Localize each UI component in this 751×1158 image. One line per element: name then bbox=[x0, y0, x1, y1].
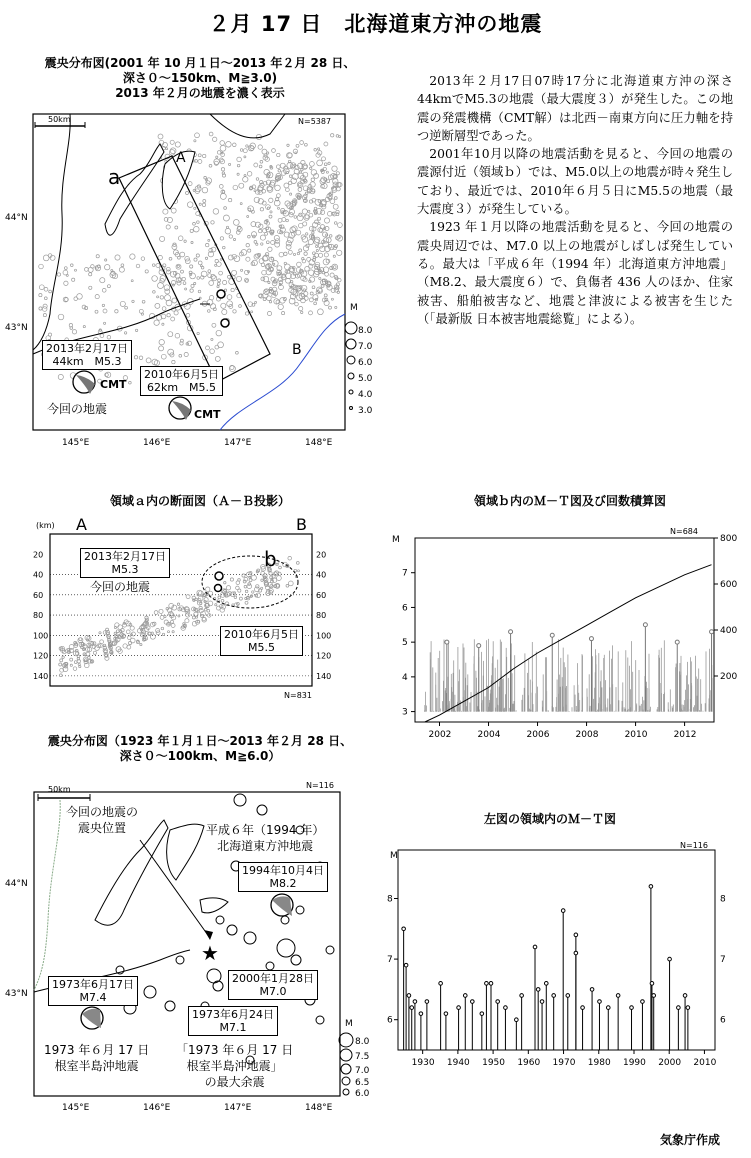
mt2-point bbox=[463, 994, 467, 998]
section-point-a: A bbox=[76, 515, 87, 534]
map2-panel bbox=[0, 770, 395, 1130]
map2-caption-line1: 震央分布図（1923 年１月１日～2013 年２月 28 日、 bbox=[47, 734, 353, 748]
mt1-point bbox=[589, 637, 593, 641]
mt2-point bbox=[407, 994, 411, 998]
section-note: 今回の地震 bbox=[90, 580, 151, 594]
description-para-1: 2013年２月17日07時17分に北海道東方沖の深さ44kmでM5.3の地震（最大震度３）が発生した。この地震の発震機構（CMT解）は北西－南東方向に圧力軸を持つ逆断層型であった。 bbox=[417, 74, 733, 143]
mt2-point bbox=[419, 1012, 423, 1016]
mt1-ytick-label: 4 bbox=[402, 672, 408, 683]
mt2-point bbox=[489, 982, 493, 986]
mt2-point bbox=[504, 1006, 508, 1010]
section-point-b: B bbox=[296, 515, 307, 534]
map1-lat-43: 43°N bbox=[5, 323, 28, 333]
section-depth-right: 140 bbox=[316, 671, 332, 681]
mt1-ylabel: M bbox=[392, 535, 400, 545]
map2-star-icon: ★ bbox=[201, 941, 219, 965]
mt2-point bbox=[686, 1006, 690, 1010]
map2-scale-label: 50km bbox=[48, 785, 71, 794]
map1-lon-148: 148°E bbox=[305, 438, 333, 448]
section-depth-right: 20 bbox=[316, 550, 327, 560]
mt2-point bbox=[630, 1006, 634, 1010]
mt2-point bbox=[457, 1006, 461, 1010]
mt2-xtick-label: 1980 bbox=[587, 1058, 611, 1068]
mt2-point bbox=[471, 1000, 475, 1004]
mt2-xtick-label: 2000 bbox=[658, 1058, 682, 1068]
mt1-ytick-label: 7 bbox=[402, 568, 408, 579]
map1-lat-44: 44°N bbox=[5, 213, 28, 223]
map2-mag-6: 6.0 bbox=[355, 1089, 370, 1099]
description-para-2: 2001年10月以降の地震活動を見ると、今回の地震の震源付近（領域ｂ）では、M5.0以上の地震が時々発生しており、最近では、2010年６月５日にM5.5の地震（最大震度３）が発生している。 bbox=[417, 147, 733, 217]
map2-mag-7: 7.0 bbox=[355, 1066, 370, 1076]
mt1-xtick-label: 2002 bbox=[428, 730, 452, 740]
mt1-y2tick-label: 200 bbox=[720, 672, 738, 682]
section-caption: 領域ａ内の断面図（Ａ－Ｂ投影） bbox=[109, 494, 290, 508]
mt2-point bbox=[574, 933, 578, 937]
mt2-point bbox=[402, 927, 406, 931]
map1-eq-2013 bbox=[217, 290, 225, 298]
map2-cmt-1994-beachball-icon bbox=[271, 894, 293, 916]
mt2-count: N=116 bbox=[680, 841, 708, 850]
section-panel bbox=[30, 512, 350, 700]
map1-note: 今回の地震 bbox=[47, 402, 108, 416]
mt2-point bbox=[552, 994, 556, 998]
map1-scale-label: 50km bbox=[48, 115, 71, 124]
mt1-point bbox=[675, 640, 679, 644]
map1-region-a-label: a bbox=[108, 165, 121, 189]
map1-caption-line2: 深さ０～150km、M≧3.0) bbox=[122, 71, 278, 85]
map2-lat-44: 44°N bbox=[5, 879, 28, 889]
mt1-panel bbox=[380, 524, 750, 764]
mt2-point bbox=[581, 1006, 585, 1010]
section-depth-left: 140 bbox=[33, 671, 49, 681]
section-depth-right: 100 bbox=[316, 631, 332, 641]
map1-eq2-label: 2010年6月5日 62km M5.5 bbox=[140, 366, 223, 396]
map1-mag-8: 8.0 bbox=[358, 326, 373, 336]
mt1-point bbox=[643, 623, 647, 627]
map1-panel bbox=[0, 104, 395, 454]
mt2-point bbox=[561, 909, 565, 913]
mt2-point bbox=[606, 1006, 610, 1010]
credit: 気象庁作成 bbox=[660, 1133, 721, 1147]
mt2-point bbox=[652, 994, 656, 998]
mt2-point bbox=[444, 1012, 448, 1016]
mt2-point bbox=[404, 963, 408, 967]
mt2-xtick-label: 1950 bbox=[482, 1058, 506, 1068]
mt2-ytick-label-right: 7 bbox=[720, 955, 726, 966]
mt2-point bbox=[668, 957, 672, 961]
mt2-ytick-label: 8 bbox=[387, 894, 393, 905]
mt2-point bbox=[496, 1000, 500, 1004]
mt2-caption: 左図の領域内のＭ－Ｔ図 bbox=[483, 812, 616, 826]
map2-2000-label: 2000年1月28日 M7.0 bbox=[228, 970, 318, 1000]
mt2-xtick-label: 1940 bbox=[446, 1058, 470, 1068]
map2-lon-148: 148°E bbox=[305, 1103, 333, 1113]
section-depth-left: 120 bbox=[33, 651, 49, 661]
mt1-xtick-label: 2006 bbox=[526, 730, 550, 740]
map1-caption bbox=[10, 56, 390, 101]
map2-caption-line2: 深さ０～100km、M≧6.0） bbox=[119, 749, 281, 763]
mt2-point bbox=[425, 1000, 429, 1004]
map1-count: N=5387 bbox=[298, 117, 332, 126]
mt1-point bbox=[550, 633, 554, 637]
mt1-xtick-label: 2012 bbox=[673, 730, 697, 740]
description-text bbox=[417, 72, 733, 328]
mt2-point bbox=[520, 994, 524, 998]
map1-eq1-cmt: CMT bbox=[100, 378, 127, 391]
mt2-point bbox=[485, 982, 489, 986]
section-depth-right: 60 bbox=[316, 590, 327, 600]
map2-1994-name: 平成６年（1994 年） 北海道東方沖地震 bbox=[206, 823, 325, 853]
map2-lon-147: 147°E bbox=[224, 1103, 252, 1113]
mt2-point bbox=[533, 945, 537, 949]
map1-point-b: B bbox=[292, 342, 302, 358]
map1-eq2-cmt: CMT bbox=[194, 408, 221, 421]
map2-1973a-label: 1973年6月17日 M7.4 bbox=[48, 976, 138, 1006]
section-eq-2013 bbox=[215, 572, 223, 580]
mt1-count: N=684 bbox=[670, 527, 698, 536]
mt2-xtick-label: 1960 bbox=[517, 1058, 541, 1068]
mt2-point bbox=[574, 951, 578, 955]
mt1-xtick-label: 2008 bbox=[575, 730, 599, 740]
mt2-xtick-label: 1930 bbox=[411, 1058, 435, 1068]
mt1-ytick-label: 3 bbox=[402, 707, 408, 718]
mt2-point bbox=[410, 1006, 414, 1010]
mt1-point bbox=[509, 630, 513, 634]
map2-mag-title: M bbox=[345, 1019, 353, 1029]
section-unit: (km) bbox=[36, 521, 55, 530]
mt2-point bbox=[641, 1000, 645, 1004]
map2-count: N=116 bbox=[306, 781, 334, 790]
mt1-point bbox=[710, 630, 714, 634]
section-depth-left: 100 bbox=[33, 631, 49, 641]
mt2-point bbox=[650, 982, 654, 986]
mt2-point bbox=[540, 1000, 544, 1004]
mt2-point bbox=[536, 988, 540, 992]
mt1-svg bbox=[380, 524, 750, 764]
mt2-xtick-label: 1990 bbox=[622, 1058, 646, 1068]
map1-mag-title: M bbox=[350, 303, 358, 313]
map1-mag-6: 6.0 bbox=[358, 358, 373, 368]
map1-caption-line3: 2013 年２月の地震を濃く表示 bbox=[115, 86, 285, 100]
mt2-point bbox=[566, 994, 570, 998]
mt1-point bbox=[445, 640, 449, 644]
mt2-panel bbox=[380, 836, 750, 1076]
map2-mag-8: 8.0 bbox=[355, 1037, 370, 1047]
section-eq1-label: 2013年2月17日 M5.3 bbox=[80, 548, 170, 578]
section-eq-2010 bbox=[215, 585, 222, 592]
mt2-ytick-label-right: 6 bbox=[720, 1015, 726, 1026]
mt1-y2tick-label: 400 bbox=[720, 626, 738, 636]
page-title: ２月 17 日 北海道東方沖の地震 bbox=[208, 12, 543, 36]
section-depth-left: 40 bbox=[33, 570, 44, 580]
section-depth-left: 80 bbox=[33, 611, 44, 621]
section-region-b-label: b bbox=[264, 547, 277, 571]
mt2-point bbox=[515, 1018, 519, 1022]
mt1-point bbox=[477, 644, 481, 648]
description-para-3: 1923 年１月以降の地震活動を見ると、今回の地震の震央周辺では、M7.0 以上の地震がしばしば発生している。最大は「平成６年（1994 年）北海道東方沖地震」（M8.2、最大震度６）で、負傷者 436 人のほか、住家被害、船舶被害など、地震と津波による被害を生じた（「最新版 日本被害地震総覧」による）。 bbox=[417, 220, 733, 326]
mt2-point bbox=[413, 1000, 417, 1004]
map1-point-a: A bbox=[176, 150, 186, 166]
mt2-point bbox=[683, 994, 687, 998]
map1-mag-3: 3.0 bbox=[358, 406, 373, 416]
mt2-svg bbox=[380, 836, 750, 1076]
mt2-point bbox=[677, 1006, 681, 1010]
mt2-point bbox=[480, 1012, 484, 1016]
mt2-point bbox=[590, 988, 594, 992]
map2-mag-75: 7.5 bbox=[355, 1052, 370, 1062]
map1-mag-5: 5.0 bbox=[358, 374, 373, 384]
mt2-point bbox=[649, 885, 653, 889]
mt1-xtick-label: 2004 bbox=[477, 730, 501, 740]
mt1-ytick-label: 5 bbox=[402, 638, 408, 649]
map2-nemuro-note: 1973 年６月 17 日 根室半島沖地震 bbox=[44, 1043, 150, 1073]
map1-eq-2010 bbox=[221, 319, 229, 327]
mt1-xtick-label: 2010 bbox=[624, 730, 648, 740]
map1-mag-4: 4.0 bbox=[358, 390, 373, 400]
mt1-y2tick-label: 600 bbox=[720, 580, 738, 590]
mt2-ytick-label: 7 bbox=[387, 955, 393, 966]
map2-lon-146: 146°E bbox=[143, 1103, 171, 1113]
mt2-ytick-label-right: 8 bbox=[720, 894, 726, 905]
section-svg bbox=[30, 512, 350, 700]
mt2-point bbox=[544, 982, 548, 986]
map2-1994-label: 1994年10月4日 M8.2 bbox=[238, 862, 328, 892]
map2-lon-145: 145°E bbox=[62, 1103, 90, 1113]
map1-mag-7: 7.0 bbox=[358, 342, 373, 352]
mt2-ytick-label: 6 bbox=[387, 1015, 393, 1026]
map2-1973b-label: 1973年6月24日 M7.1 bbox=[188, 1006, 278, 1036]
map1-eq1-label: 2013年2月17日 44km M5.3 bbox=[42, 340, 132, 370]
mt2-point bbox=[598, 1000, 602, 1004]
mt2-point bbox=[616, 994, 620, 998]
section-depth-right: 120 bbox=[316, 651, 332, 661]
section-eq2-label: 2010年6月5日 M5.5 bbox=[220, 626, 303, 656]
mt1-ytick-label: 6 bbox=[402, 603, 408, 614]
map2-epicenter-note: 今回の地震の 震央位置 bbox=[66, 805, 139, 835]
mt1-caption: 領域ｂ内のＭ－Ｔ図及び回数積算図 bbox=[473, 494, 666, 508]
map1-caption-line1: 震央分布図(2001 年 10 月１日～2013 年２月 28 日、 bbox=[44, 56, 356, 70]
map1-lon-147: 147°E bbox=[224, 438, 252, 448]
map2-lat-43: 43°N bbox=[5, 989, 28, 999]
section-depth-right: 40 bbox=[316, 570, 327, 580]
map1-cmt-2010-beachball-icon bbox=[169, 397, 191, 420]
map2-caption bbox=[10, 734, 390, 764]
map1-lon-146: 146°E bbox=[143, 438, 171, 448]
mt2-xtick-label: 1970 bbox=[552, 1058, 576, 1068]
mt2-point bbox=[439, 982, 443, 986]
map2-cmt-1973-beachball-icon bbox=[81, 1007, 103, 1029]
mt2-ylabel: M bbox=[390, 851, 398, 861]
section-depth-right: 80 bbox=[316, 611, 327, 621]
map1-cmt-2013-beachball-icon bbox=[73, 371, 95, 394]
mt1-y2tick-label: 800 bbox=[720, 534, 738, 544]
map2-aftershock-note: 「1973 年６月 17 日 根室半島沖地震」 の最大余震 bbox=[176, 1043, 294, 1089]
section-count: N=831 bbox=[284, 691, 312, 700]
section-depth-left: 60 bbox=[33, 590, 44, 600]
map1-lon-145: 145°E bbox=[62, 438, 90, 448]
map2-mag-65: 6.5 bbox=[355, 1078, 370, 1088]
section-depth-left: 20 bbox=[33, 550, 44, 560]
mt2-xtick-label: 2010 bbox=[693, 1058, 717, 1068]
